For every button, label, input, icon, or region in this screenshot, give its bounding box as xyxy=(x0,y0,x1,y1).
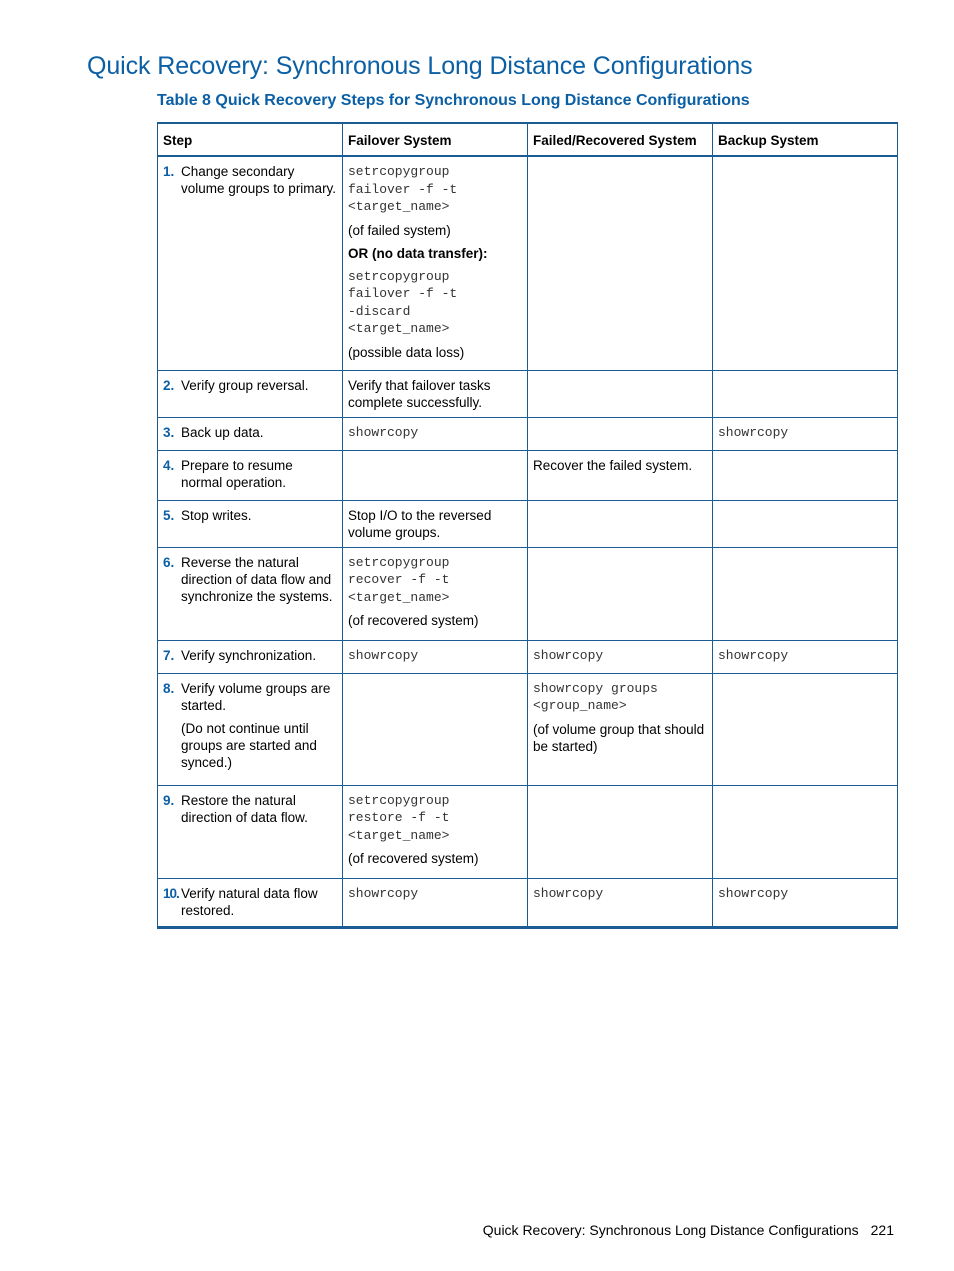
failed-recovered-system-cell xyxy=(528,370,713,417)
step-number: 6. xyxy=(163,554,175,570)
step-cell xyxy=(158,673,343,785)
step-text-line: Verify synchronization. xyxy=(181,647,317,663)
header-failover-system: Failover System xyxy=(343,123,528,156)
failed-note: Recover the failed system. xyxy=(533,457,693,473)
step-cell xyxy=(158,450,343,500)
table-caption: Table 8 Quick Recovery Steps for Synchronous Long Distance Configurations xyxy=(157,92,750,109)
step-cell xyxy=(158,785,343,878)
step-item xyxy=(163,424,337,441)
step-description xyxy=(181,792,337,826)
table-row xyxy=(158,673,898,785)
page-number: 221 xyxy=(870,1222,894,1238)
step-text-line: Restore the natural direction of data flow. xyxy=(181,792,308,825)
table-body xyxy=(158,156,898,927)
backup-system-cell xyxy=(713,370,898,417)
table-row xyxy=(158,417,898,450)
step-text-line: Back up data. xyxy=(181,424,264,440)
step-item xyxy=(163,163,337,197)
failed-command: showrcopy xyxy=(533,885,604,901)
page-footer xyxy=(483,1222,894,1238)
failover-system-cell xyxy=(343,673,528,785)
failed-recovered-system-cell xyxy=(528,785,713,878)
failover-note: (of recovered system) xyxy=(348,851,479,866)
step-number: 7. xyxy=(163,647,175,663)
step-cell xyxy=(158,878,343,927)
header-backup-system: Backup System xyxy=(713,123,898,156)
failed-recovered-system-cell xyxy=(528,500,713,547)
failover-note: (of failed system) xyxy=(348,222,451,238)
table-row xyxy=(158,500,898,547)
failover-note: OR (no data transfer): xyxy=(348,245,488,261)
step-item xyxy=(163,647,337,664)
step-description xyxy=(181,163,337,197)
failover-system-cell xyxy=(343,370,528,417)
step-text-line: Reverse the natural direction of data flow and synchronize the systems. xyxy=(181,554,333,604)
failover-system-cell xyxy=(343,450,528,500)
step-item xyxy=(163,377,337,394)
failover-command: setrcopygroup failover -f -t -discard <target_name> xyxy=(348,268,458,336)
step-item xyxy=(163,554,337,605)
backup-system-cell xyxy=(713,156,898,370)
step-number: 3. xyxy=(163,424,175,440)
step-cell xyxy=(158,156,343,370)
step-cell xyxy=(158,417,343,450)
failover-system-cell xyxy=(343,640,528,673)
failover-note: Verify that failover tasks complete successfully. xyxy=(348,377,491,410)
failed-recovered-system-cell xyxy=(528,547,713,640)
step-text-line: Verify group reversal. xyxy=(181,377,309,393)
backup-system-cell xyxy=(713,417,898,450)
table-row xyxy=(158,785,898,878)
failover-command: showrcopy xyxy=(348,885,419,901)
failed-note: (of volume group that should be started) xyxy=(533,721,705,754)
recovery-steps-table xyxy=(157,122,898,929)
step-item xyxy=(163,507,337,524)
step-text-line: Verify natural data flow restored. xyxy=(181,885,318,918)
step-text-line: Prepare to resume normal operation. xyxy=(181,457,293,490)
backup-system-cell xyxy=(713,450,898,500)
failover-system-cell xyxy=(343,547,528,640)
step-description xyxy=(181,680,337,771)
step-item xyxy=(163,885,337,919)
table-row xyxy=(158,547,898,640)
step-description xyxy=(181,885,337,919)
failed-recovered-system-cell xyxy=(528,417,713,450)
table-row xyxy=(158,640,898,673)
step-number: 4. xyxy=(163,457,175,473)
failover-note: (possible data loss) xyxy=(348,344,465,360)
failover-command: setrcopygroup restore -f -t <target_name> xyxy=(348,792,450,843)
backup-system-cell xyxy=(713,878,898,927)
table-row xyxy=(158,156,898,370)
step-number: 10. xyxy=(163,885,179,901)
page-title: Quick Recovery: Synchronous Long Distance Configurations xyxy=(87,52,753,80)
failover-system-cell xyxy=(343,785,528,878)
failover-note: (of recovered system) xyxy=(348,613,479,628)
step-text-line: Stop writes. xyxy=(181,507,252,523)
header-failed-recovered-system: Failed/Recovered System xyxy=(528,123,713,156)
failed-command: showrcopy groups <group_name> xyxy=(533,680,658,713)
step-cell xyxy=(158,547,343,640)
step-cell xyxy=(158,500,343,547)
step-description xyxy=(181,377,337,394)
failover-note: Stop I/O to the reversed volume groups. xyxy=(348,507,492,540)
step-number: 1. xyxy=(163,164,175,179)
table-row xyxy=(158,450,898,500)
step-cell xyxy=(158,640,343,673)
table-row xyxy=(158,878,898,927)
step-description xyxy=(181,457,337,491)
step-text-line: Verify volume groups are started. xyxy=(181,680,331,713)
step-text-line: Change secondary volume groups to primary. xyxy=(181,164,337,196)
failover-command: setrcopygroup recover -f -t <target_name> xyxy=(348,554,450,605)
failed-recovered-system-cell xyxy=(528,640,713,673)
step-item xyxy=(163,680,337,771)
step-number: 9. xyxy=(163,792,175,808)
failover-command: showrcopy xyxy=(348,647,419,663)
backup-system-cell xyxy=(713,547,898,640)
step-description xyxy=(181,507,337,524)
step-description xyxy=(181,554,337,605)
failover-command: setrcopygroup failover -f -t <target_name> xyxy=(348,164,458,214)
step-description xyxy=(181,647,337,664)
failover-system-cell xyxy=(343,156,528,370)
failed-recovered-system-cell xyxy=(528,450,713,500)
step-description xyxy=(181,424,337,441)
step-text-line: (Do not continue until groups are started and synced.) xyxy=(181,720,317,770)
failover-system-cell xyxy=(343,878,528,927)
backup-system-cell xyxy=(713,640,898,673)
backup-system-cell xyxy=(713,500,898,547)
step-item xyxy=(163,457,337,491)
backup-command: showrcopy xyxy=(718,424,789,440)
footer-title: Quick Recovery: Synchronous Long Distance Configurations xyxy=(482,1222,859,1238)
header-step: Step xyxy=(158,123,343,156)
step-number: 5. xyxy=(163,507,175,523)
backup-command: showrcopy xyxy=(718,647,789,663)
failover-command: showrcopy xyxy=(348,424,419,440)
backup-system-cell xyxy=(713,673,898,785)
backup-command: showrcopy xyxy=(718,885,789,901)
table-row xyxy=(158,370,898,417)
backup-system-cell xyxy=(713,785,898,878)
step-number: 8. xyxy=(163,680,175,696)
failover-system-cell xyxy=(343,500,528,547)
step-cell xyxy=(158,370,343,417)
failed-recovered-system-cell xyxy=(528,673,713,785)
failed-recovered-system-cell xyxy=(528,156,713,370)
step-number: 2. xyxy=(163,377,175,393)
failed-recovered-system-cell xyxy=(528,878,713,927)
failed-command: showrcopy xyxy=(533,647,604,663)
step-item xyxy=(163,792,337,826)
failover-system-cell xyxy=(343,417,528,450)
table-header-row xyxy=(158,123,898,156)
